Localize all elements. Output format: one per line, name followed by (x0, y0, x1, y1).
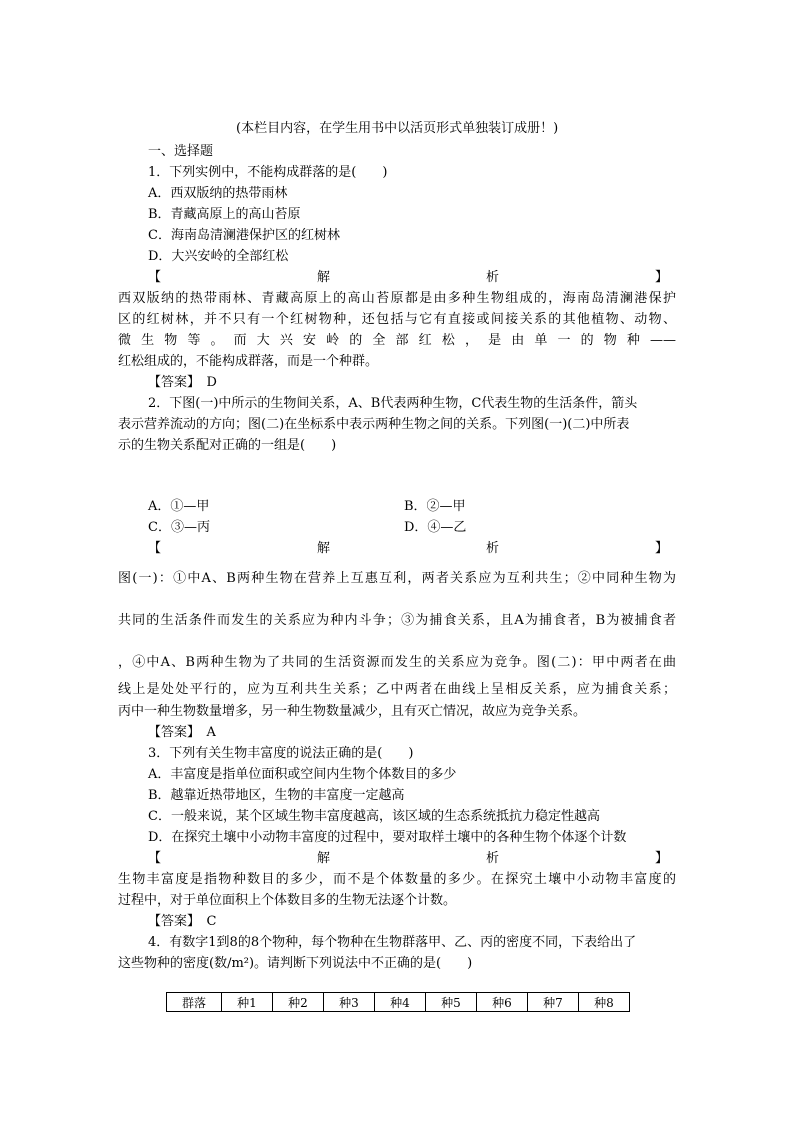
q2-options-row (148, 517, 676, 538)
q2-analysis-line: 共同的生活条件而发生的关系应为种内斗争；③为捕食关系，且A为捕食者，B为被捕食者 (118, 613, 676, 628)
table-header-cell: 种2 (273, 993, 324, 1012)
q1-option-b: B．青藏高原上的高山苔原 (148, 207, 301, 222)
q4-stem-line: 这些物种的密度(数/m²)。请判断下列说法中不正确的是( ) (118, 956, 473, 971)
q3-option-c: C．一般来说，某个区域生物丰富度越高，该区域的生态系统抵抗力稳定性越高 (148, 809, 600, 824)
q2-analysis-line: 丙中一种生物数量增多，另一种生物数量减少，且有灭亡情况，故应为竞争关系。 (118, 704, 587, 719)
table-header-cell: 种7 (528, 993, 579, 1012)
q1-analysis-line: 西双版纳的热带雨林、青藏高原上的高山苔原都是由多种生物组成的，海南岛清澜港保护 (118, 291, 676, 306)
density-table (166, 992, 630, 1012)
header-note: (本栏目内容，在学生用书中以活页形式单独装订成册！) (236, 121, 559, 136)
q1-analysis-line: 区的红树林，并不只有一个红树物种，还包括与它有直接或间接关系的其他植物、动物、 (118, 312, 676, 327)
q2-option-c: C．③—丙 (148, 520, 210, 535)
q3-option-d: D．在探究土壤中小动物丰富度的过程中，要对取样土壤中的各种生物个体逐个计数 (148, 830, 627, 845)
q2-option-b: B．②—甲 (404, 499, 466, 514)
q2-jiexi-heading: 【 解 析 】 (148, 541, 668, 556)
table-header-cell: 种5 (426, 993, 477, 1012)
q3-jiexi-heading: 【 解 析 】 (148, 851, 668, 866)
q1-analysis-line: 微生物等。而大兴安岭的全部红松，是由单一的物种—— (118, 333, 676, 348)
q1-jiexi-heading: 【 解 析 】 (148, 270, 668, 285)
q2-option-a: A．①—甲 (148, 499, 210, 514)
q2-option-d: D．④—乙 (404, 520, 467, 535)
q2-answer: 【答案】 A (148, 725, 216, 740)
q1-answer: 【答案】 D (148, 375, 217, 390)
q2-stem-line: 2．下图(一)中所示的生物间关系，A、B代表两种生物，C代表生物的生活条件，箭头 (148, 396, 638, 411)
q2-options-row (148, 496, 676, 517)
q2-stem-line: 表示营养流动的方向；图(二)在坐标系中表示两种生物之间的关系。下列图(一)(二)中所表 (118, 417, 630, 432)
q3-analysis-line: 过程中，对于单位面积上个体数目多的生物无法逐个计数。 (118, 893, 457, 908)
q2-stem-line: 示的生物关系配对正确的一组是( ) (118, 438, 337, 453)
q1-option-d: D．大兴安岭的全部红松 (148, 249, 289, 264)
section-title: 一、选择题 (148, 144, 214, 159)
q3-option-a: A．丰富度是指单位面积或空间内生物个体数目的多少 (148, 767, 457, 782)
q2-analysis-line: 图(一)：①中A、B两种生物在营养上互惠互利，两者关系应为互利共生；②中同种生物为 (118, 571, 676, 586)
q3-stem: 3．下列有关生物丰富度的说法正确的是( ) (148, 746, 414, 761)
table-header-cell: 种4 (375, 993, 426, 1012)
table-header-row (167, 993, 630, 1012)
table-header-cell: 种8 (579, 993, 630, 1012)
q1-option-a: A．西双版纳的热带雨林 (148, 186, 288, 201)
table-header-cell: 种3 (324, 993, 375, 1012)
q4-stem-line: 4．有数字1到8的8个物种，每个物种在生物群落甲、乙、丙的密度不同，下表给出了 (148, 935, 637, 950)
q1-option-c: C．海南岛清澜港保护区的红树林 (148, 228, 340, 243)
q2-analysis-line: 线上是处处平行的，应为互利共生关系；乙中两者在曲线上呈相反关系，应为捕食关系； (118, 682, 676, 697)
table-header-cell: 群落 (167, 993, 222, 1012)
q1-analysis-line: 红松组成的，不能构成群落，而是一个种群。 (118, 354, 379, 369)
q3-option-b: B．越靠近热带地区，生物的丰富度一定越高 (148, 788, 405, 803)
q3-answer: 【答案】 C (148, 914, 217, 929)
q2-analysis-line: ，④中A、B两种生物为了共同的生活资源而发生的关系应为竞争。图(二)：甲中两者在曲 (118, 655, 676, 670)
table-header-cell: 种6 (477, 993, 528, 1012)
table-header-cell: 种1 (222, 993, 273, 1012)
q3-analysis-line: 生物丰富度是指物种数目的多少，而不是个体数量的多少。在探究土壤中小动物丰富度的 (118, 872, 676, 887)
q1-stem: 1．下列实例中，不能构成群落的是( ) (148, 165, 388, 180)
